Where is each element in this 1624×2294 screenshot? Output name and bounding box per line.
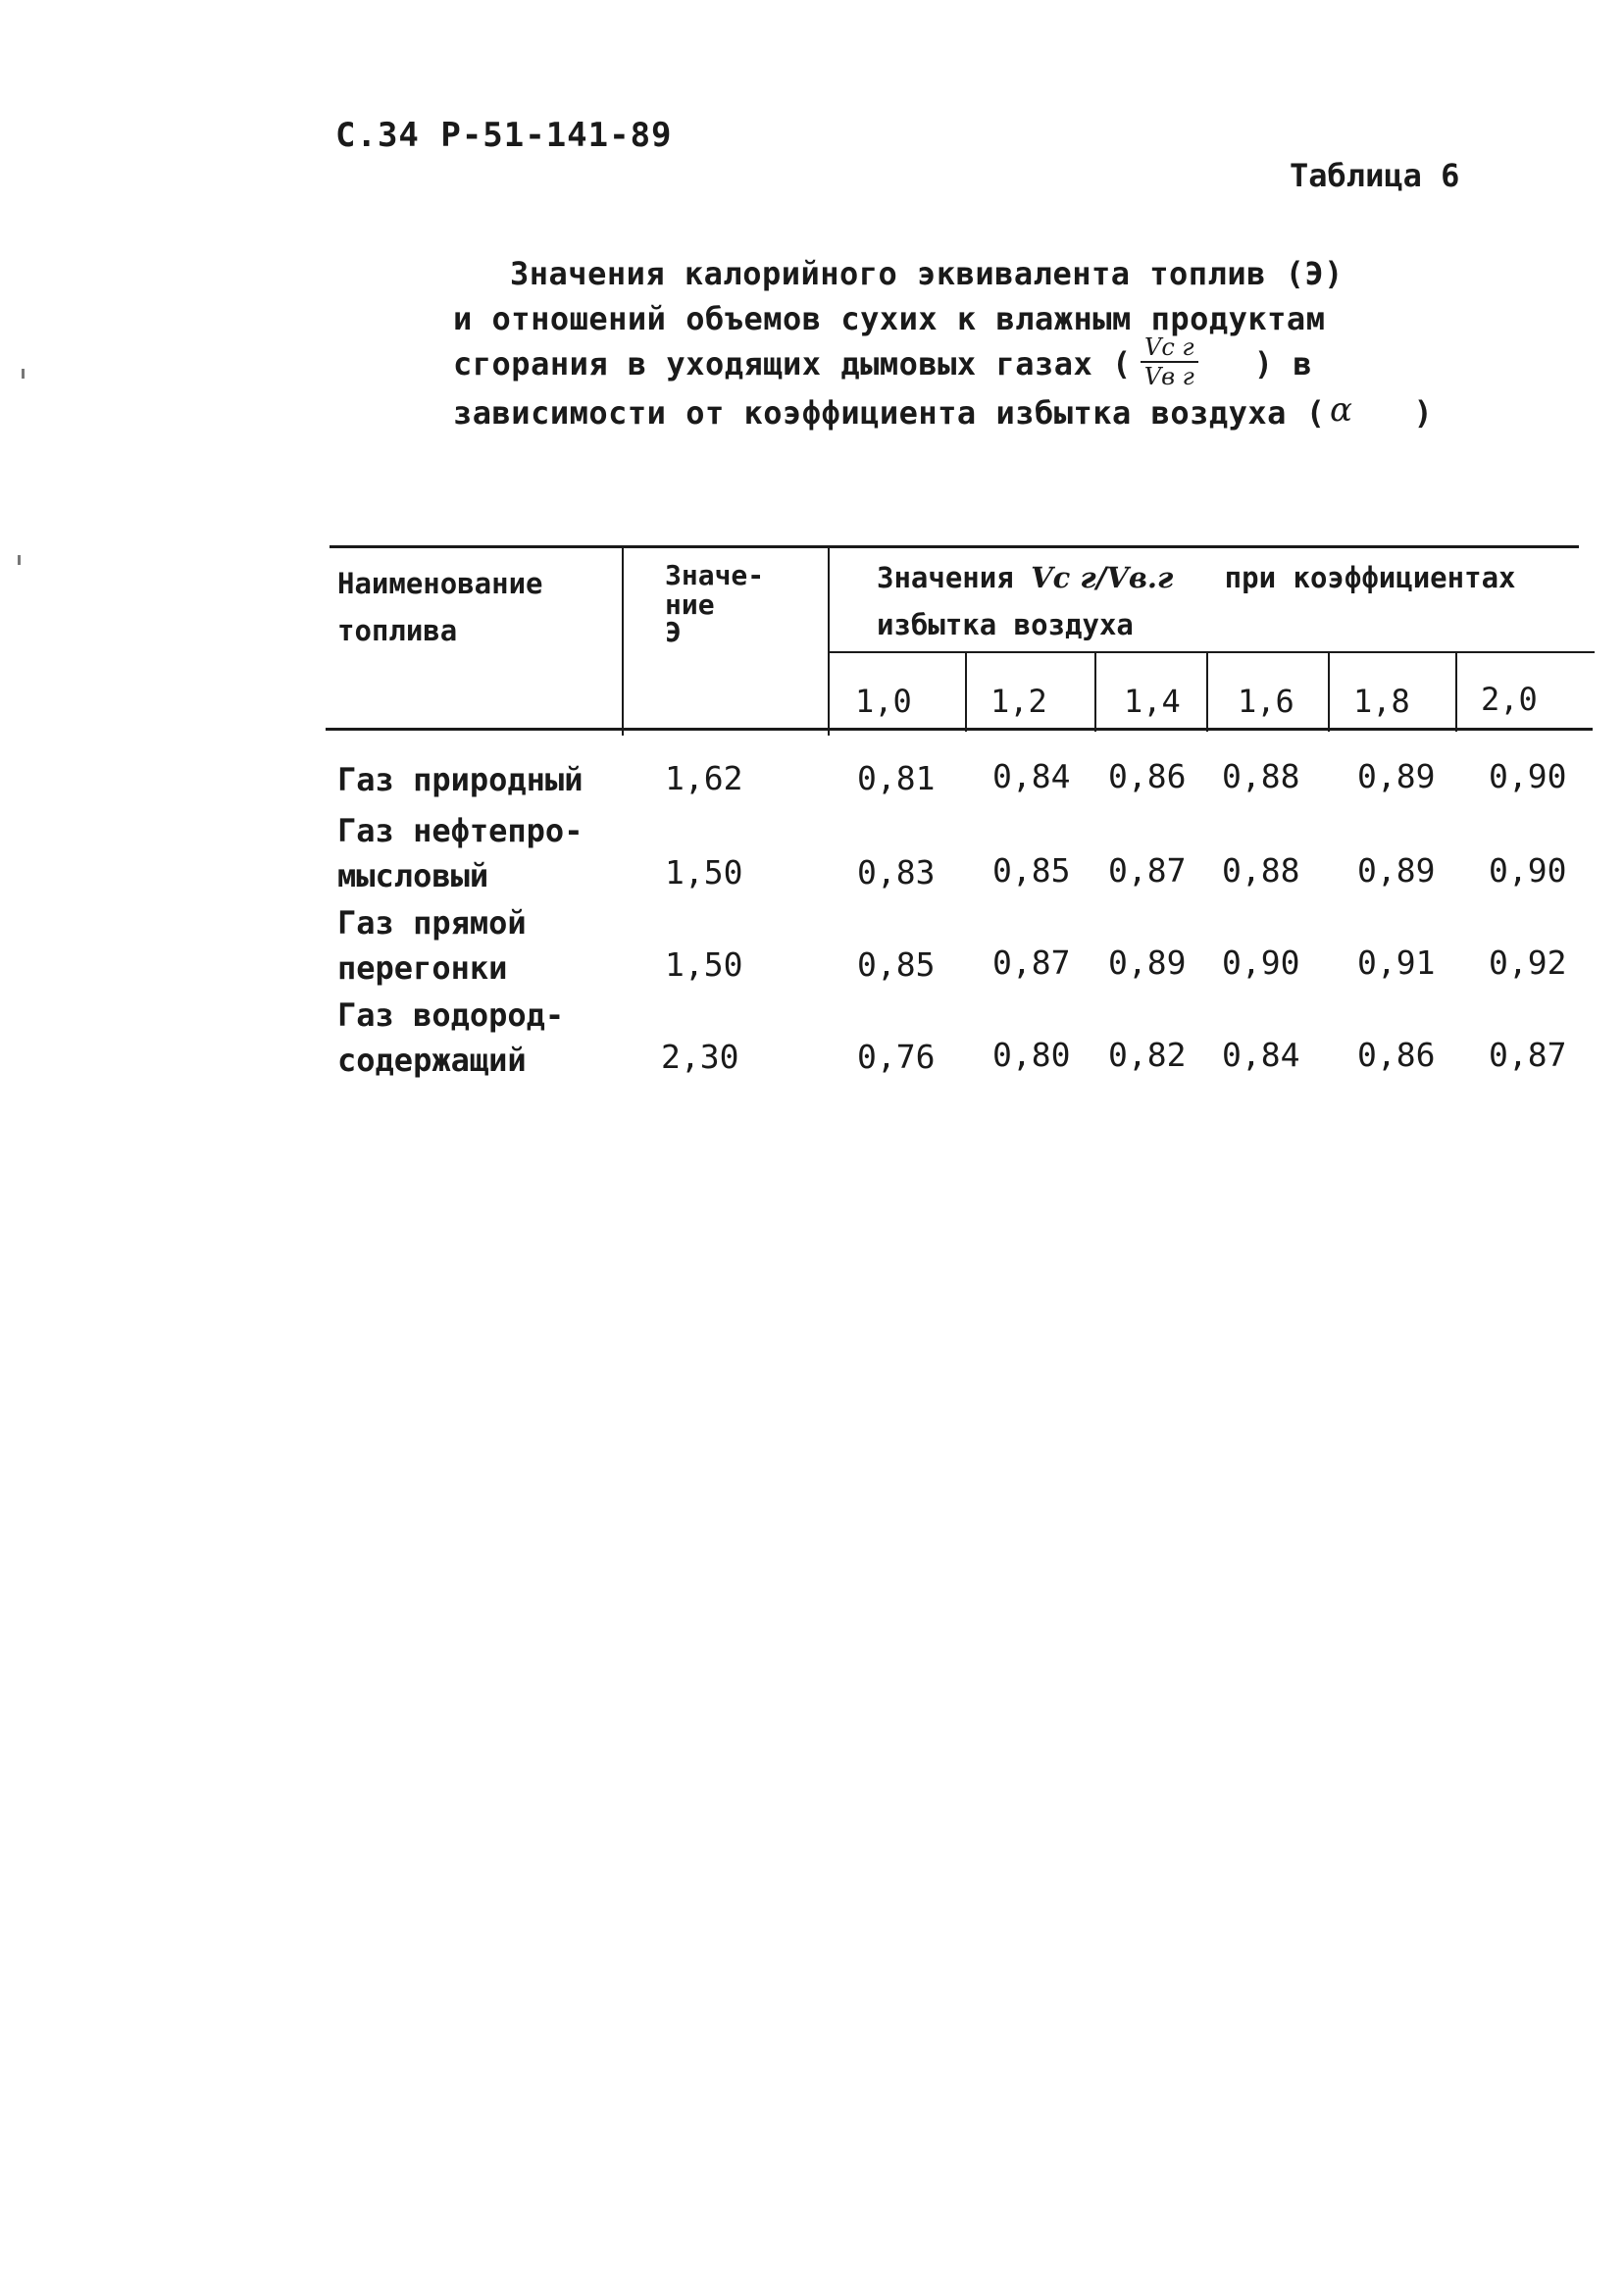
header-group-after: при коэффициентах [1224,561,1516,594]
header-e-value-2: ние [665,588,715,621]
row-ratio-value: 0,85 [857,945,936,984]
coef-header: 1,6 [1238,683,1294,720]
caption-line-1: Значения калорийного эквивалента топлив (Э) [510,255,1344,292]
row-ratio-value: 0,83 [857,853,936,892]
fraction-numerator: Vс г [1141,333,1198,363]
coef-header: 2,0 [1481,681,1538,718]
row-ratio-value: 0,84 [1222,1036,1300,1074]
row-ratio-value: 0,86 [1357,1036,1436,1074]
coef-divider-5 [1455,653,1457,732]
row-ratio-value: 0,80 [992,1036,1071,1074]
row-ratio-value: 0,89 [1357,757,1436,795]
header-e-value-3: Э [665,616,682,648]
table-header-bottom-rule [326,728,1593,731]
row-e-value: 1,50 [665,945,743,984]
page-reference: С.34 Р-51-141-89 [335,116,673,155]
row-fuel-name-cont: мысловый [337,857,489,894]
row-ratio-value: 0,82 [1108,1036,1187,1074]
row-fuel-name-cont: перегонки [337,949,508,987]
row-ratio-value: 0,90 [1222,943,1300,982]
row-ratio-value: 0,87 [1108,851,1187,890]
row-ratio-value: 0,86 [1108,757,1187,795]
margin-mark [22,369,25,379]
coef-divider-3 [1206,653,1208,732]
group-header-rule [830,651,1595,653]
header-group-line-2: избытка воздуха [877,608,1134,641]
coef-divider-1 [965,653,967,732]
table-top-rule [330,545,1579,548]
row-ratio-value: 0,88 [1222,851,1300,890]
coef-header: 1,4 [1124,683,1181,720]
row-ratio-value: 0,91 [1357,943,1436,982]
row-e-value: 2,30 [661,1038,739,1076]
caption-line-3-before: сгорания в уходящих дымовых газах ( [453,345,1132,382]
coef-header: 1,8 [1353,683,1410,720]
row-ratio-value: 0,87 [992,943,1071,982]
fraction-denominator: Vв г [1143,363,1194,390]
row-ratio-value: 0,81 [857,759,936,797]
row-fuel-name: Газ природный [337,761,584,798]
row-fuel-name-cont: содержащий [337,1042,527,1079]
caption-line-2: и отношений объемов сухих к влажным продуктам [453,300,1326,337]
header-group-ratio: Vс г/Vв.г [1031,561,1174,594]
header-fuel-name-2: топлива [337,614,458,647]
coef-header: 1,0 [855,683,912,720]
header-e-value-1: Значе- [665,559,765,591]
row-ratio-value: 0,88 [1222,757,1300,795]
alpha-symbol: α [1330,390,1352,430]
row-ratio-value: 0,90 [1489,757,1567,795]
row-ratio-value: 0,87 [1489,1036,1567,1074]
caption-line-4-before: зависимости от коэффициента избытка воздуха ( [453,394,1326,432]
row-ratio-value: 0,89 [1108,943,1187,982]
col-divider-2 [828,547,830,736]
row-ratio-value: 0,92 [1489,943,1567,982]
header-fuel-name-1: Наименование [337,567,543,600]
row-e-value: 1,50 [665,853,743,892]
caption-line-3-after: ) в [1253,345,1313,382]
row-fuel-name: Газ водород- [337,996,565,1034]
row-ratio-value: 0,85 [992,851,1071,890]
row-ratio-value: 0,76 [857,1038,936,1076]
coef-header: 1,2 [990,683,1047,720]
coef-divider-2 [1094,653,1096,732]
row-fuel-name: Газ прямой [337,904,527,942]
gas-volume-fraction [1141,333,1198,390]
caption-line-4-after: ) [1413,394,1434,432]
row-ratio-value: 0,89 [1357,851,1436,890]
row-ratio-value: 0,90 [1489,851,1567,890]
header-group-line-1 [877,561,1515,594]
row-fuel-name: Газ нефтепро- [337,812,584,849]
caption-line-4 [453,394,1433,432]
col-divider-1 [622,547,624,736]
coef-divider-4 [1328,653,1330,732]
margin-mark [18,555,21,565]
row-ratio-value: 0,84 [992,757,1071,795]
row-e-value: 1,62 [665,759,743,797]
header-group-before: Значения [877,561,1014,594]
table-number: Таблица 6 [1290,157,1460,194]
